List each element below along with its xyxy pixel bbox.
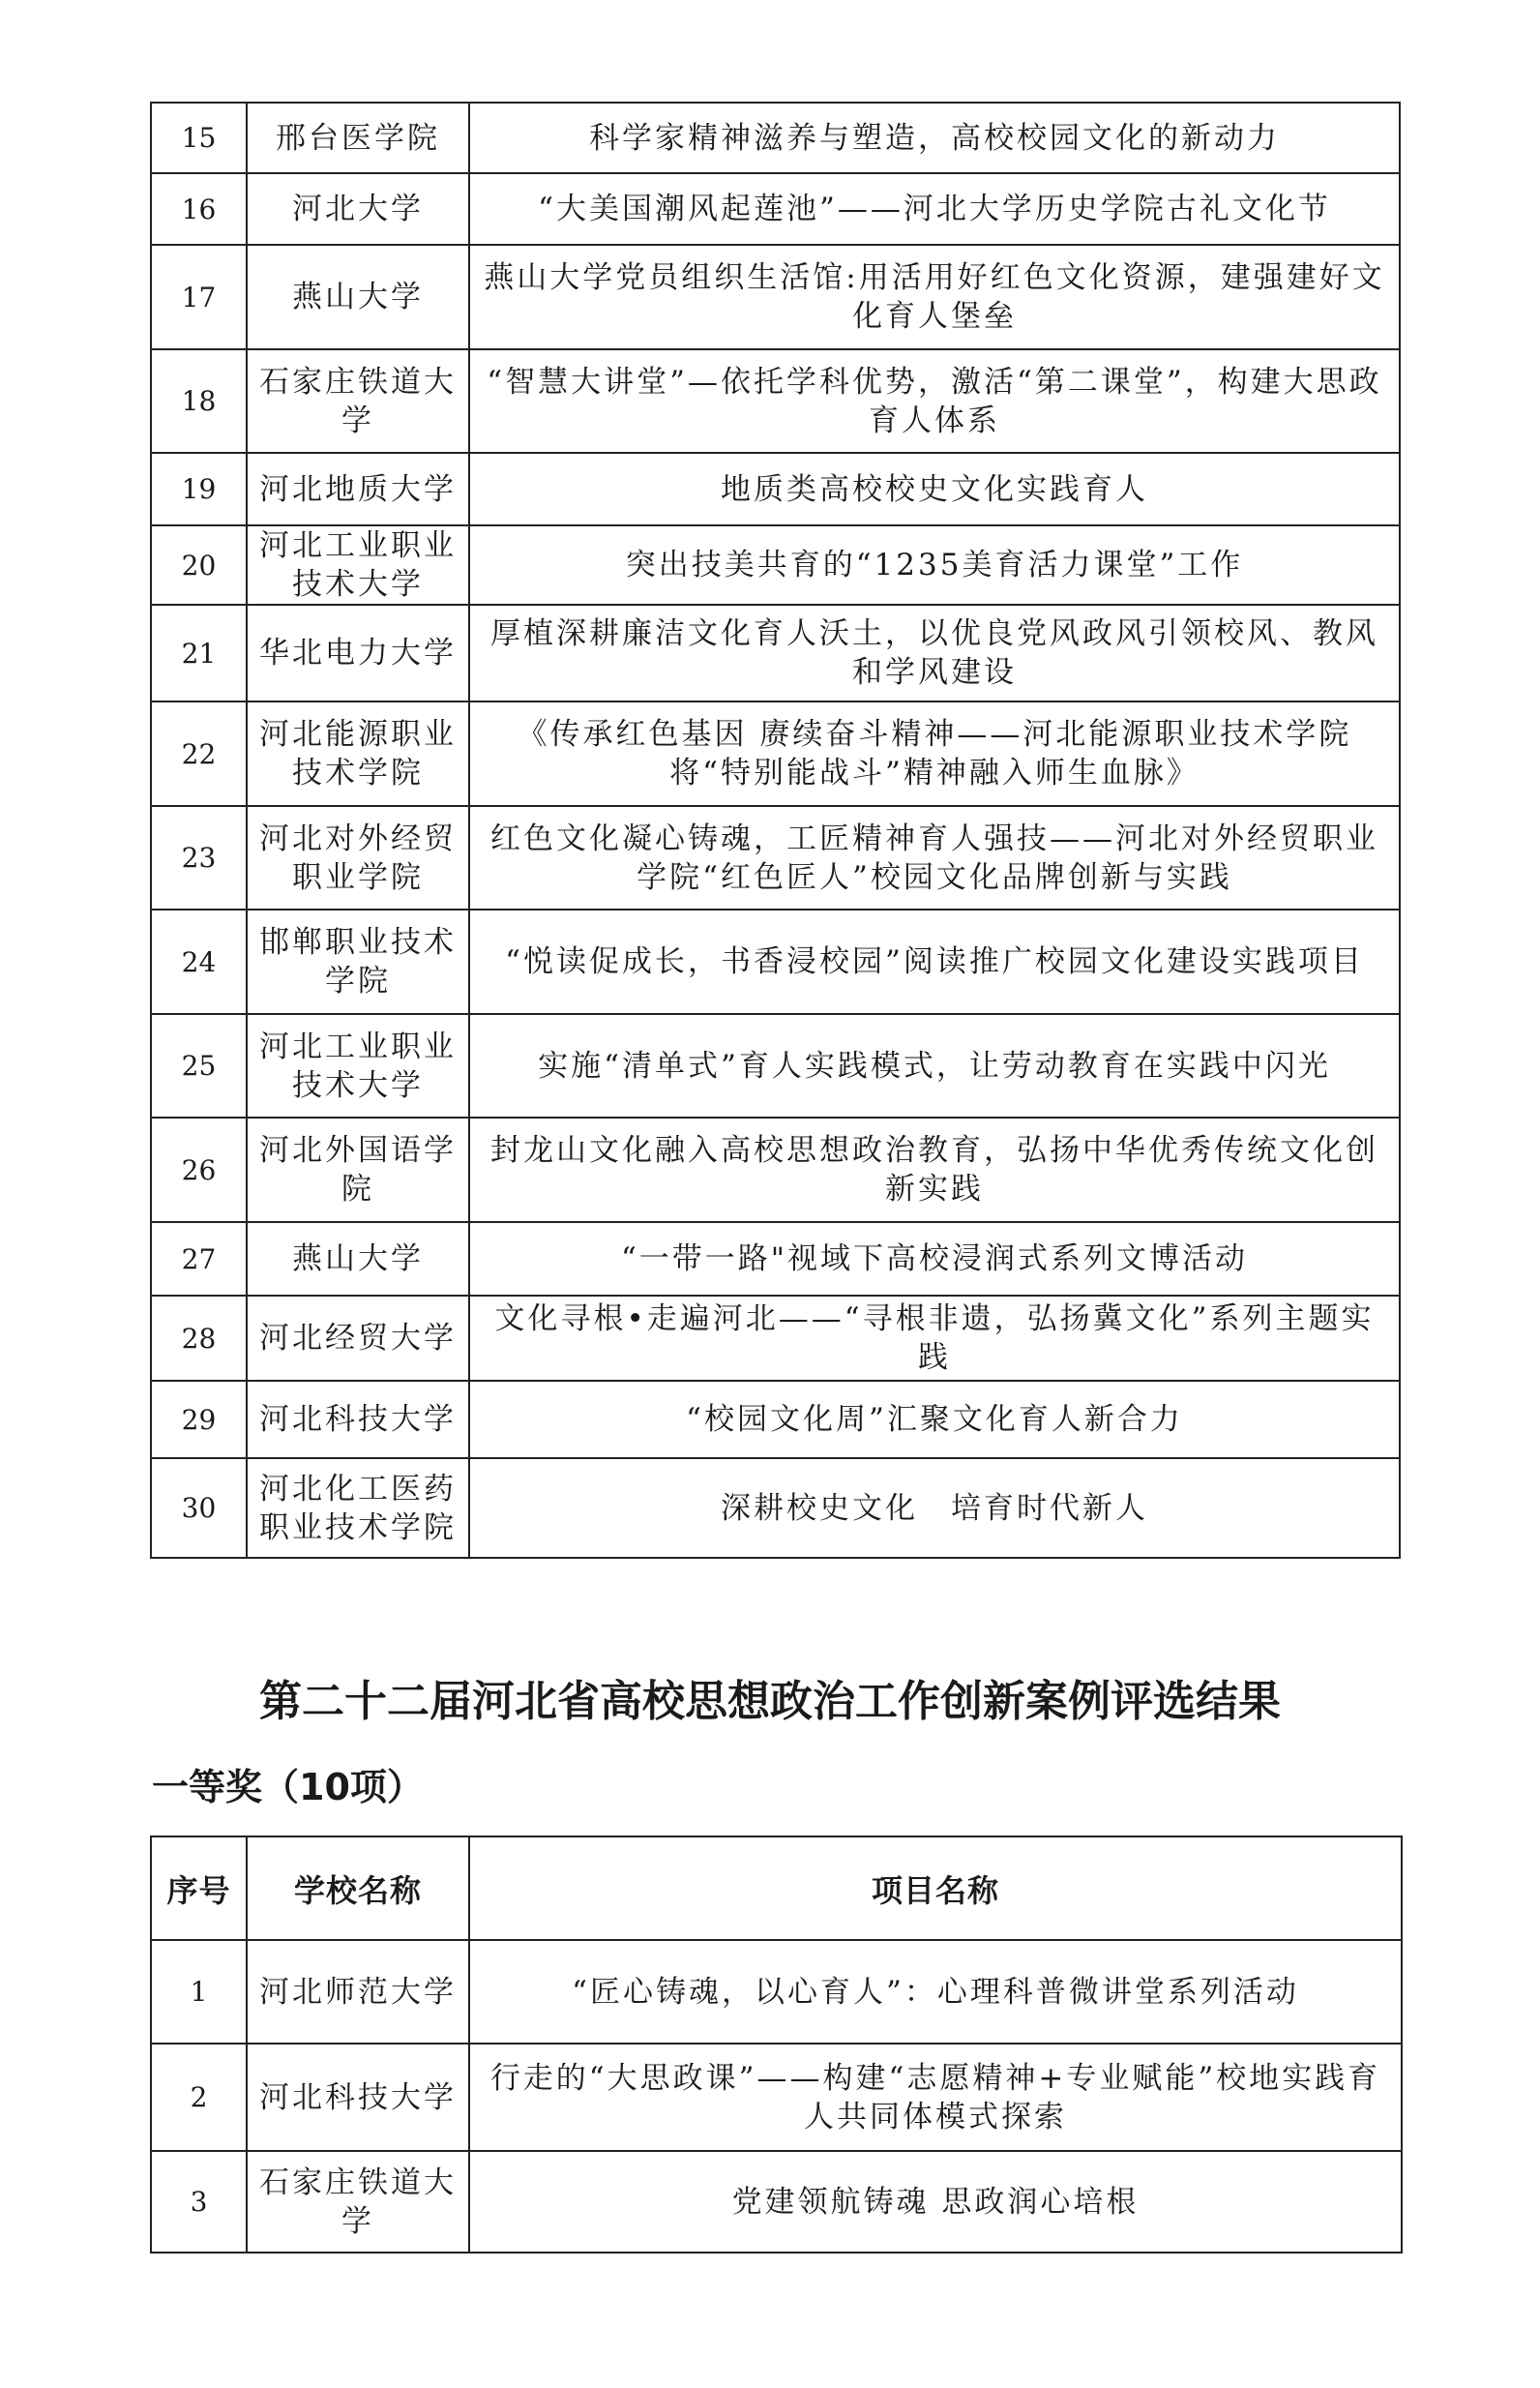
row-number: 29: [151, 1381, 247, 1458]
table-row: [151, 605, 1400, 701]
project-name: 突出技美共育的“1235美育活力课堂”工作: [469, 525, 1400, 605]
row-number: 1: [151, 1940, 247, 2044]
table-row: [151, 2151, 1402, 2253]
row-number: 23: [151, 806, 247, 910]
row-number: 24: [151, 910, 247, 1014]
school-name: 河北对外经贸职业学院: [247, 806, 469, 910]
project-name: 《传承红色基因 赓续奋斗精神——河北能源职业技术学院将“特别能战斗”精神融入师生血脉》: [469, 701, 1400, 806]
project-name: 党建领航铸魂 思政润心培根: [469, 2151, 1402, 2253]
table-row: [151, 453, 1400, 525]
row-number: 30: [151, 1458, 247, 1558]
school-name: 河北科技大学: [247, 1381, 469, 1458]
project-name: 封龙山文化融入高校思想政治教育，弘扬中华优秀传统文化创新实践: [469, 1118, 1400, 1222]
school-name: 石家庄铁道大学: [247, 349, 469, 453]
school-name: 河北工业职业技术大学: [247, 1014, 469, 1118]
row-number: 2: [151, 2044, 247, 2151]
project-name: “智慧大讲堂”—依托学科优势，激活“第二课堂”，构建大思政育人体系: [469, 349, 1400, 453]
row-number: 25: [151, 1014, 247, 1118]
school-name: 河北能源职业技术学院: [247, 701, 469, 806]
table-row: [151, 910, 1400, 1014]
row-number: 22: [151, 701, 247, 806]
table-row: [151, 1940, 1402, 2044]
school-name: 河北经贸大学: [247, 1296, 469, 1381]
table-header: [151, 1836, 1402, 1940]
project-name: 科学家精神滋养与塑造，高校校园文化的新动力: [469, 103, 1400, 173]
project-name: 实施“清单式”育人实践模式，让劳动教育在实践中闪光: [469, 1014, 1400, 1118]
row-number: 3: [151, 2151, 247, 2253]
project-name: “校园文化周”汇聚文化育人新合力: [469, 1381, 1400, 1458]
table-row: [151, 525, 1400, 605]
school-name: 河北师范大学: [247, 1940, 469, 2044]
table-row: [151, 1118, 1400, 1222]
project-name: 行走的“大思政课”——构建“志愿精神+专业赋能”校地实践育人共同体模式探索: [469, 2044, 1402, 2151]
table-row: [151, 806, 1400, 910]
row-number: 20: [151, 525, 247, 605]
row-number: 19: [151, 453, 247, 525]
award-title: 一等奖（10项）: [152, 1766, 424, 1808]
table-body: [151, 103, 1400, 1558]
school-name: 河北化工医药职业技术学院: [247, 1458, 469, 1558]
project-name: “匠心铸魂，以心育人”：心理科普微讲堂系列活动: [469, 1940, 1402, 2044]
row-number: 18: [151, 349, 247, 453]
project-name: 地质类高校校史文化实践育人: [469, 453, 1400, 525]
project-name: 深耕校史文化 培育时代新人: [469, 1458, 1400, 1558]
table-row: [151, 2044, 1402, 2151]
table-row: [151, 1014, 1400, 1118]
table-row: [151, 1381, 1400, 1458]
school-name: 燕山大学: [247, 245, 469, 349]
project-name: 文化寻根•走遍河北——“寻根非遗，弘扬冀文化”系列主题实践: [469, 1296, 1400, 1381]
header-row: [151, 1836, 1402, 1940]
school-name: 河北外国语学院: [247, 1118, 469, 1222]
row-number: 17: [151, 245, 247, 349]
row-number: 16: [151, 173, 247, 245]
row-number: 15: [151, 103, 247, 173]
school-name: 邯郸职业技术学院: [247, 910, 469, 1014]
table-row: [151, 1458, 1400, 1558]
table-row: [151, 701, 1400, 806]
school-name: 邢台医学院: [247, 103, 469, 173]
results-table-continued: [150, 102, 1401, 1559]
project-name: 厚植深耕廉洁文化育人沃土，以优良党风政风引领校风、教风和学风建设: [469, 605, 1400, 701]
first-prize-table: [150, 1836, 1403, 2254]
header-school: 学校名称: [247, 1836, 469, 1940]
project-name: 红色文化凝心铸魂，工匠精神育人强技——河北对外经贸职业学院“红色匠人”校园文化品牌创新与实践: [469, 806, 1400, 910]
table-row: [151, 349, 1400, 453]
school-name: 燕山大学: [247, 1222, 469, 1296]
table-row: [151, 1296, 1400, 1381]
school-name: 河北地质大学: [247, 453, 469, 525]
row-number: 28: [151, 1296, 247, 1381]
header-project: 项目名称: [469, 1836, 1402, 1940]
row-number: 26: [151, 1118, 247, 1222]
project-name: 燕山大学党员组织生活馆:用活用好红色文化资源，建强建好文化育人堡垒: [469, 245, 1400, 349]
header-no: 序号: [151, 1836, 247, 1940]
row-number: 21: [151, 605, 247, 701]
school-name: 河北工业职业技术大学: [247, 525, 469, 605]
school-name: 华北电力大学: [247, 605, 469, 701]
row-number: 27: [151, 1222, 247, 1296]
section-title: 第二十二届河北省高校思想政治工作创新案例评选结果: [259, 1677, 1281, 1726]
school-name: 石家庄铁道大学: [247, 2151, 469, 2253]
project-name: “大美国潮风起莲池”——河北大学历史学院古礼文化节: [469, 173, 1400, 245]
table-row: [151, 173, 1400, 245]
table-row: [151, 1222, 1400, 1296]
table-row: [151, 103, 1400, 173]
school-name: 河北大学: [247, 173, 469, 245]
school-name: 河北科技大学: [247, 2044, 469, 2151]
table-row: [151, 245, 1400, 349]
project-name: “悦读促成长，书香浸校园”阅读推广校园文化建设实践项目: [469, 910, 1400, 1014]
table-body: [151, 1940, 1402, 2253]
project-name: “一带一路"视域下高校浸润式系列文博活动: [469, 1222, 1400, 1296]
